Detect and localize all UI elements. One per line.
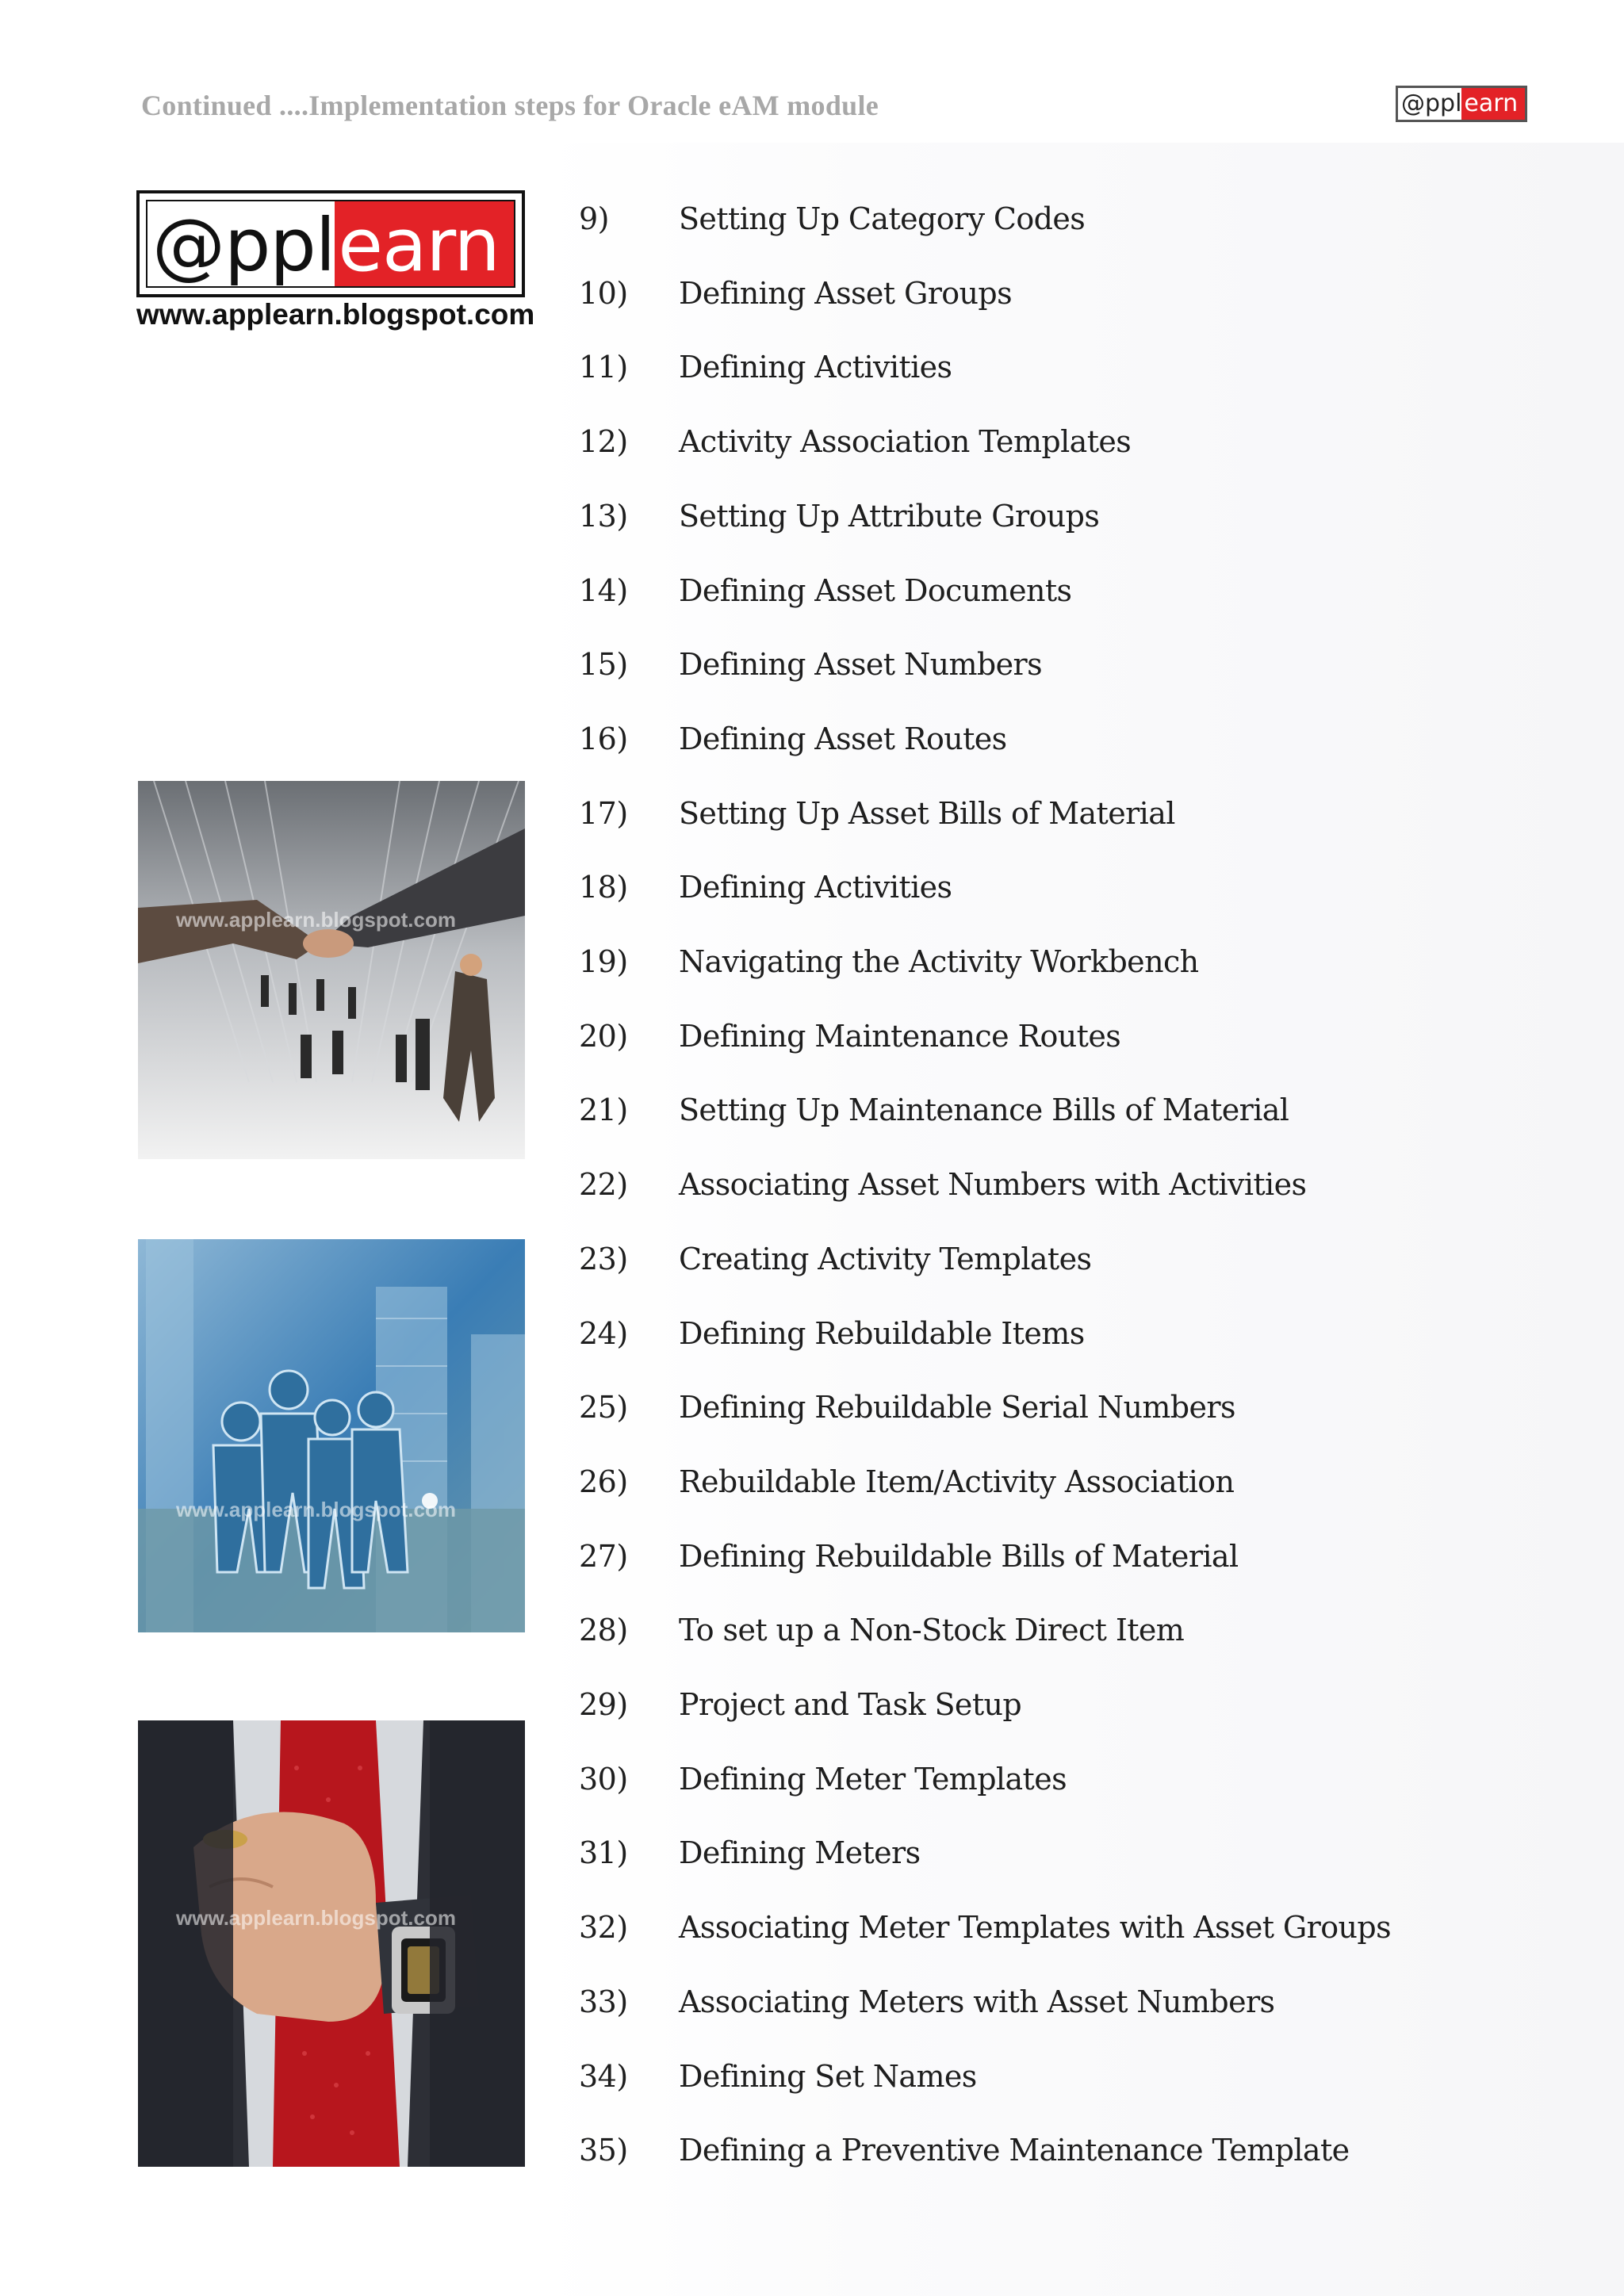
step-title: Defining Activities [679, 870, 952, 905]
step-number: 17) [579, 796, 628, 831]
photo2-watermark: www.applearn.blogspot.com [176, 1498, 456, 1521]
step-number: 22) [579, 1167, 628, 1202]
step-number: 9) [579, 201, 610, 236]
step-title: Associating Asset Numbers with Activities [679, 1167, 1307, 1202]
step-title: Defining Asset Documents [679, 573, 1072, 608]
step-title: Rebuildable Item/Activity Association [679, 1464, 1235, 1499]
step-title: Defining Meter Templates [679, 1762, 1067, 1797]
step-title: Defining Maintenance Routes [679, 1019, 1121, 1054]
step-title: Defining Set Names [679, 2059, 977, 2094]
header-logo [1396, 86, 1527, 122]
step-title: Setting Up Attribute Groups [679, 499, 1100, 534]
step-number: 21) [579, 1093, 628, 1127]
step-number: 25) [579, 1390, 628, 1425]
step-title: Defining Asset Numbers [679, 647, 1042, 682]
step-number: 34) [579, 2059, 628, 2094]
step-number: 23) [579, 1242, 628, 1276]
step-number: 31) [579, 1835, 628, 1870]
step-number: 24) [579, 1316, 628, 1351]
step-number: 12) [579, 424, 628, 459]
step-number: 26) [579, 1464, 628, 1499]
step-number: 14) [579, 573, 628, 608]
step-title: Defining Asset Groups [679, 276, 1013, 311]
step-title: Associating Meter Templates with Asset Groups [679, 1910, 1391, 1945]
step-title: Navigating the Activity Workbench [679, 944, 1199, 979]
step-title: Defining Activities [679, 350, 952, 385]
step-number: 35) [579, 2133, 628, 2168]
step-title: Defining Rebuildable Items [679, 1316, 1085, 1351]
step-number: 28) [579, 1613, 628, 1647]
step-number: 32) [579, 1910, 628, 1945]
step-title: Defining Meters [679, 1835, 921, 1870]
step-title: Defining Rebuildable Bills of Material [679, 1539, 1239, 1574]
step-number: 15) [579, 647, 628, 682]
photo1-watermark: www.applearn.blogspot.com [176, 908, 456, 932]
page-header-title: Continued ....Implementation steps for Oracle eAM module [141, 90, 879, 121]
step-number: 13) [579, 499, 628, 534]
header-logo-right: earn [1461, 88, 1525, 120]
step-number: 27) [579, 1539, 628, 1574]
step-title: Creating Activity Templates [679, 1242, 1092, 1276]
step-title: To set up a Non-Stock Direct Item [679, 1613, 1185, 1647]
step-title: Setting Up Category Codes [679, 201, 1086, 236]
step-number: 18) [579, 870, 628, 905]
step-number: 33) [579, 1984, 628, 2019]
tie-watch-photo [138, 1720, 525, 2167]
step-number: 10) [579, 276, 628, 311]
step-title: Associating Meters with Asset Numbers [679, 1984, 1275, 2019]
step-number: 11) [579, 350, 628, 385]
photo3-watermark: www.applearn.blogspot.com [176, 1906, 456, 1930]
logo-url: www.applearn.blogspot.com [136, 298, 535, 331]
step-title: Setting Up Asset Bills of Material [679, 796, 1175, 831]
step-title: Setting Up Maintenance Bills of Material [679, 1093, 1289, 1127]
logo-text-left: @ppl [152, 203, 335, 288]
step-title: Activity Association Templates [679, 424, 1132, 459]
step-number: 16) [579, 721, 628, 756]
header-logo-left: @ppl [1401, 90, 1462, 117]
step-number: 29) [579, 1687, 628, 1722]
step-number: 20) [579, 1019, 628, 1054]
step-title: Defining Rebuildable Serial Numbers [679, 1390, 1235, 1425]
logo-text-right: earn [335, 201, 514, 286]
step-number: 19) [579, 944, 628, 979]
handshake-photo [138, 781, 525, 1159]
page-background [539, 143, 1624, 2296]
people-silhouettes-photo [138, 1239, 525, 1632]
step-number: 30) [579, 1762, 628, 1797]
step-title: Defining a Preventive Maintenance Template [679, 2133, 1350, 2168]
step-title: Project and Task Setup [679, 1687, 1022, 1722]
applearn-logo [136, 190, 525, 297]
step-title: Defining Asset Routes [679, 721, 1007, 756]
